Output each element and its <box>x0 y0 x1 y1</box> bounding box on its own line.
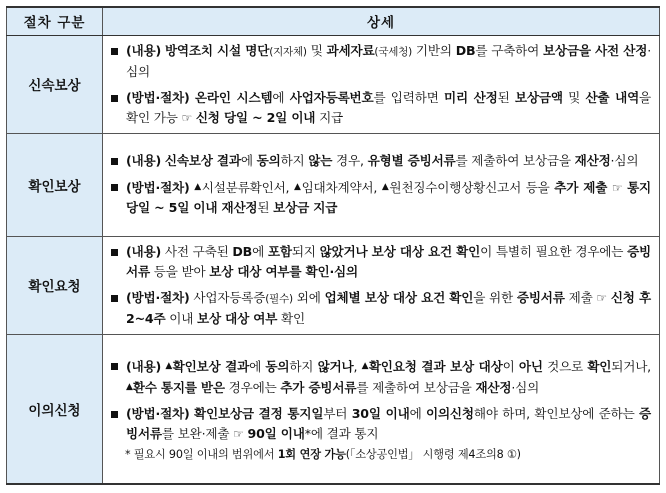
text-run: 및 <box>562 89 586 105</box>
text-run: *에 결과 통지 <box>304 425 379 441</box>
triangle-marker-icon: ▲ <box>126 381 133 392</box>
text-run: 경우, <box>332 153 368 168</box>
text-run: ·심의 <box>126 42 652 79</box>
text-run: 사업자등록번호 <box>289 89 374 105</box>
text-run: 증빙서류 <box>516 289 565 305</box>
text-run: 추가 증빙서류 <box>280 379 357 395</box>
row-detail <box>103 133 660 236</box>
header-details: 상세 <box>103 7 660 35</box>
text-run: 온라인 시스템 <box>194 89 273 105</box>
detail-text <box>126 244 651 279</box>
text-run: 에 <box>272 89 290 105</box>
text-run: (방법·절차) <box>126 180 190 195</box>
triangle-marker-icon: ▲ <box>381 182 390 192</box>
text-run: 를 제출하여 보상금을 <box>455 153 575 168</box>
text-run: 확인보상 결과 <box>172 358 250 374</box>
text-run: 증빙서류 <box>126 243 651 279</box>
square-bullet-icon <box>111 249 118 256</box>
detail-item <box>109 356 651 398</box>
text-run: DB <box>232 243 253 259</box>
text-run: (방법·절차) <box>126 89 190 105</box>
detail-item <box>109 177 651 218</box>
text-run: ·심의 <box>610 153 639 168</box>
table-row <box>7 236 660 334</box>
footnote <box>109 446 651 464</box>
text-run: 않는 <box>308 153 333 168</box>
square-bullet-icon <box>111 48 118 55</box>
detail-item <box>109 242 651 282</box>
text-run: 를 입력하면 <box>373 89 445 105</box>
text-run: (방법·절차) <box>126 405 190 421</box>
square-bullet-icon <box>111 95 118 102</box>
text-run: 포함 <box>267 243 292 259</box>
text-run: 를 구축하여 <box>475 42 543 58</box>
text-run: 않았거나 보상 대상 요건 확인 <box>319 243 481 259</box>
row-label: 확인보상 <box>7 133 103 236</box>
footnote-text <box>125 448 521 461</box>
text-run: 보상금을 사전 산정 <box>542 42 648 58</box>
text-run: 사업자등록증 <box>189 289 266 305</box>
text-run: 재산정 <box>475 379 512 395</box>
text-run: (필수) <box>265 292 293 305</box>
text-run: 및 <box>306 42 327 58</box>
text-run: 유형별 증빙서류 <box>367 153 456 168</box>
text-run: 증빙서류 <box>126 405 651 441</box>
detail-text <box>126 90 651 125</box>
triangle-marker-icon: ▲ <box>165 360 173 371</box>
detail-text <box>126 406 651 441</box>
text-run: 확인보상금 결정 통지일 <box>194 405 324 421</box>
table-row <box>7 35 660 133</box>
text-run: (내용) <box>126 42 162 58</box>
square-bullet-icon <box>111 184 118 191</box>
triangle-marker-icon: ▲ <box>361 360 369 371</box>
text-run: 을 위한 <box>473 289 517 305</box>
text-run: 확인 <box>587 358 612 374</box>
text-run: 이의신청 <box>425 405 474 421</box>
text-run: 임대차계약서, <box>301 180 382 195</box>
text-run: (국세청) <box>374 45 413 58</box>
text-run: 하지 <box>289 358 318 374</box>
text-run: * 필요시 90일 이내의 범위에서 <box>125 447 278 461</box>
text-run: 환수 통지를 받은 <box>132 379 225 395</box>
detail-text <box>126 180 651 215</box>
detail-item <box>109 151 651 171</box>
text-run: 에 <box>252 243 268 259</box>
text-run: 통지 당일 ~ 5일 이내 재산정 <box>126 180 651 215</box>
detail-item <box>109 88 651 128</box>
text-run: 에 <box>240 153 257 168</box>
text-run: 해야 하며, 확인보상에 준하는 <box>473 405 640 421</box>
text-run: 보상금액 <box>514 89 563 105</box>
text-run: 부터 <box>323 405 352 421</box>
text-run: 산출 내역 <box>585 89 640 105</box>
text-run: ·심의 <box>511 379 540 395</box>
text-run: (방법·절차) <box>126 289 190 305</box>
text-run: 제출 <box>564 289 597 305</box>
text-run: 외에 <box>292 289 325 305</box>
text-run: 아닌 <box>518 358 543 374</box>
table-row <box>7 334 660 484</box>
text-run: 에 <box>409 405 426 421</box>
text-run: 업체별 보상 대상 요건 확인 <box>324 289 474 305</box>
detail-text <box>126 43 651 79</box>
text-run: 하지 <box>280 153 309 168</box>
detail-text <box>126 153 638 168</box>
text-run: (내용) <box>126 358 162 374</box>
detail-text <box>126 290 651 326</box>
text-run: 보상 대상 여부 <box>197 310 278 326</box>
text-run: 추가 제출 <box>554 180 608 195</box>
text-run: DB <box>455 42 476 58</box>
text-run: 되지 <box>291 243 320 259</box>
text-run: 확인요청 결과 보상 대상 <box>368 358 503 374</box>
table-header-row <box>7 7 660 35</box>
detail-item <box>109 288 651 329</box>
pointing-hand-icon: ☞ <box>181 110 193 125</box>
triangle-marker-icon: ▲ <box>294 182 302 192</box>
text-run: 신속보상 결과 <box>164 153 241 168</box>
square-bullet-icon <box>111 158 118 165</box>
pointing-hand-icon: ☞ <box>596 290 607 305</box>
text-run: 동의 <box>256 153 281 168</box>
header-procedure-type: 절차 구분 <box>7 7 103 35</box>
text-run: (「소상공인법」 시행령 제4조의8 ①) <box>345 447 521 461</box>
detail-item <box>109 41 651 82</box>
text-run: 확인 <box>277 310 305 326</box>
text-run: 를 제출하여 보상금을 <box>356 379 476 395</box>
procedure-table-container <box>6 6 660 485</box>
table-body <box>7 35 660 484</box>
text-run: 동의 <box>265 358 290 374</box>
text-run: 것으로 <box>542 358 588 374</box>
square-bullet-icon <box>111 295 118 302</box>
row-label: 신속보상 <box>7 35 103 133</box>
text-run: 된 <box>497 89 515 105</box>
text-run: 신청 후 2~4주 <box>126 289 651 326</box>
text-run: 미리 산정 <box>444 89 498 105</box>
text-run: 사전 구축된 <box>161 243 233 259</box>
row-detail <box>103 236 660 334</box>
text-run: 1회 연장 가능 <box>277 447 346 461</box>
text-run: 등을 받아 <box>149 263 210 279</box>
text-run: 에 <box>249 358 266 374</box>
text-run: 되거나, <box>611 358 651 374</box>
text-run: 된 <box>257 200 274 215</box>
detail-text <box>126 359 651 395</box>
text-run: 경우에는 <box>224 379 281 395</box>
text-run: (내용) <box>126 243 162 259</box>
text-run: 신청 당일 ~ 2일 이내 <box>195 109 316 125</box>
text-run: 재산정 <box>574 153 611 168</box>
table-row <box>7 133 660 236</box>
text-run: , <box>353 358 362 374</box>
text-run: 이 특별히 필요한 경우에는 <box>480 243 628 259</box>
text-run: 보상 대상 여부를 확인·심의 <box>209 263 358 279</box>
detail-item <box>109 404 651 444</box>
text-run: 시설분류확인서, <box>201 180 295 195</box>
row-label: 확인요청 <box>7 236 103 334</box>
pointing-hand-icon: ☞ <box>611 181 623 195</box>
text-run: 지급 <box>315 109 343 125</box>
text-run: 방역조치 시설 명단 <box>164 42 270 58</box>
text-run: 이내 <box>165 310 197 326</box>
text-run: 30일 이내 <box>351 405 410 421</box>
text-run: (지자체) <box>269 45 307 58</box>
row-label: 이의신청 <box>7 334 103 484</box>
text-run: 과세자료 <box>326 42 375 58</box>
text-run: 원천징수이행상황신고서 등을 <box>389 180 555 195</box>
text-run: 을 확인 가능 <box>126 89 652 125</box>
text-run: 90일 이내 <box>247 425 305 441</box>
row-detail <box>103 334 660 484</box>
text-run: 기반의 <box>412 42 456 58</box>
text-run: 않거나 <box>317 358 354 374</box>
procedure-table <box>6 6 660 485</box>
square-bullet-icon <box>111 411 118 418</box>
text-run: (내용) <box>126 153 162 168</box>
text-run: 보상금 지급 <box>273 200 338 215</box>
text-run: 를 보완·제출 <box>161 425 234 441</box>
square-bullet-icon <box>111 363 118 370</box>
pointing-hand-icon: ☞ <box>233 426 244 441</box>
text-run: 이 <box>502 358 519 374</box>
triangle-marker-icon: ▲ <box>194 182 202 192</box>
row-detail <box>103 35 660 133</box>
